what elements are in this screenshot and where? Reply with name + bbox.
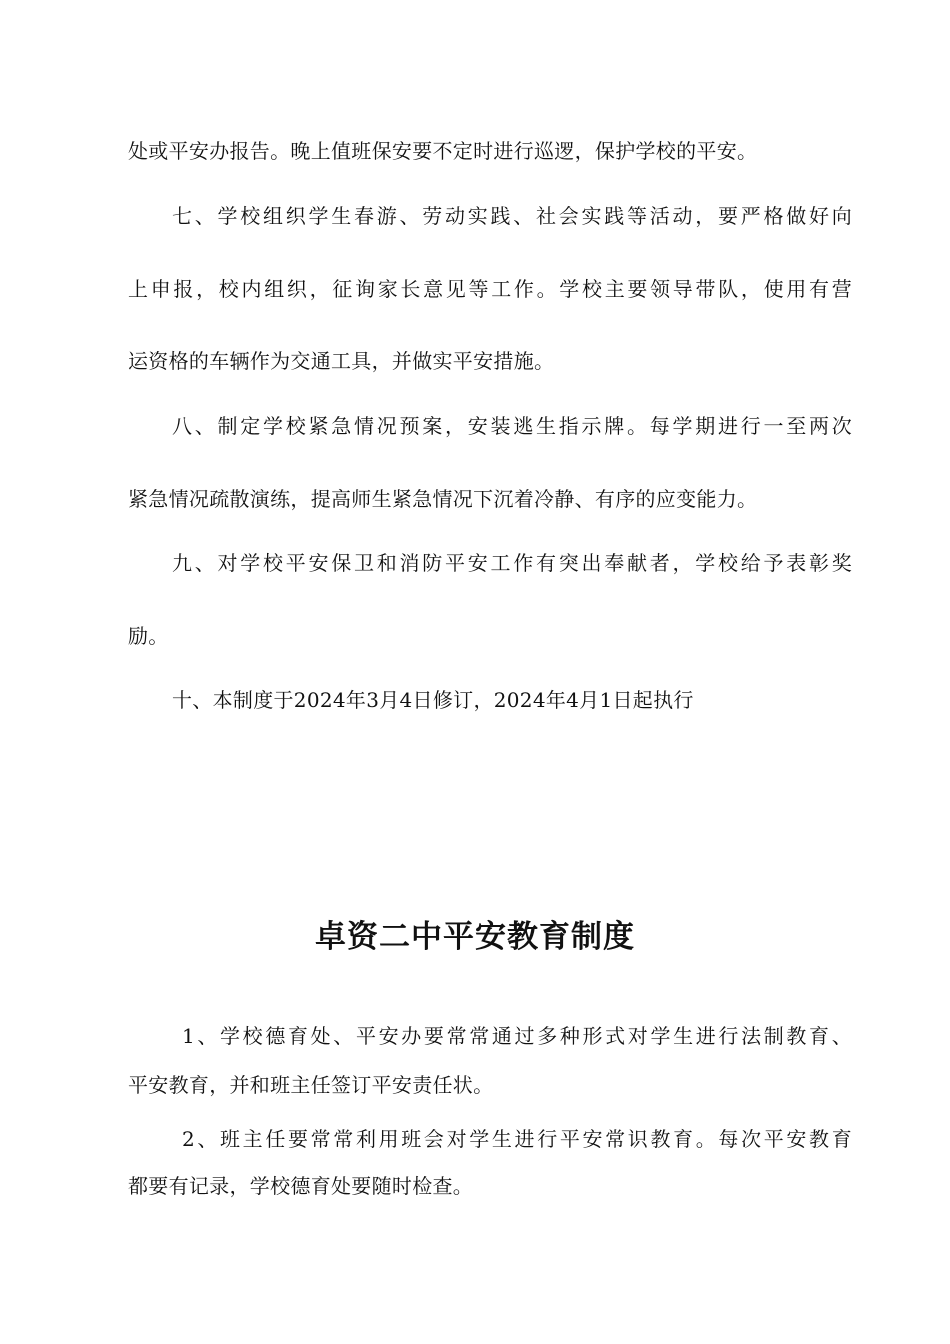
section-title: 卓资二中平安教育制度	[315, 919, 635, 955]
paragraph-line: 七、学校组织学生春游、劳动实践、社会实践等活动，要严格做好向	[172, 204, 852, 228]
paragraph-line: 处或平安办报告。晚上值班保安要不定时进行巡逻，保护学校的平安。	[128, 139, 758, 163]
paragraph-line: 十、本制度于2024年3月4日修订，2024年4月1日起执行	[172, 688, 694, 712]
paragraph-line: 紧急情况疏散演练，提高师生紧急情况下沉着冷静、有序的应变能力。	[128, 487, 758, 511]
paragraph-line: 都要有记录，学校德育处要随时检查。	[128, 1174, 474, 1198]
paragraph-line: 九、对学校平安保卫和消防平安工作有突出奉献者，学校给予表彰奖	[172, 551, 852, 575]
paragraph-line: 1、学校德育处、平安办要常常通过多种形式对学生进行法制教育、	[182, 1024, 852, 1048]
paragraph-line: 2、班主任要常常利用班会对学生进行平安常识教育。每次平安教育	[182, 1127, 852, 1151]
paragraph-line: 励。	[128, 624, 169, 648]
paragraph-line: 运资格的车辆作为交通工具，并做实平安措施。	[128, 349, 555, 373]
paragraph-line: 平安教育，并和班主任签订平安责任状。	[128, 1073, 494, 1097]
paragraph-line: 上申报，校内组织，征询家长意见等工作。学校主要领导带队，使用有营	[128, 277, 852, 301]
paragraph-line: 八、制定学校紧急情况预案，安装逃生指示牌。每学期进行一至两次	[172, 414, 852, 438]
